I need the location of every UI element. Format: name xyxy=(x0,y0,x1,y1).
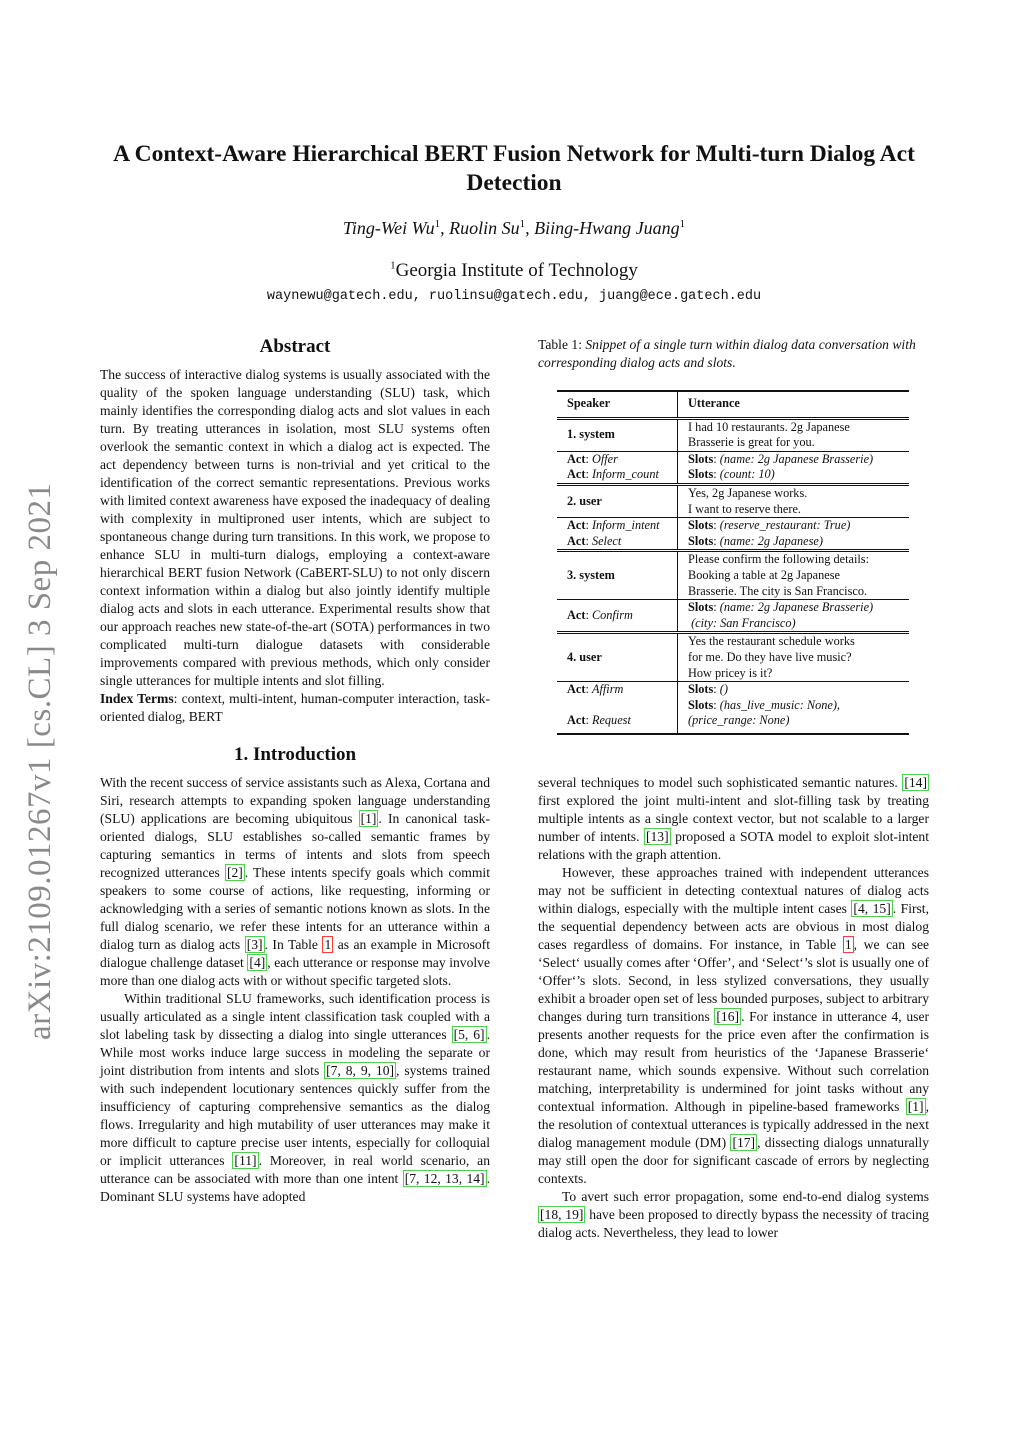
utterance-line: Booking a table at 2g Japanese xyxy=(688,567,840,582)
text-run: . These intents specify goals which commit speakers to some course of actions, like requesting, informing or acknowledging with a series of semantic notions known as slots. In the full dialog scenario, we refer these intents for an utterance within a dialog turn as dialog acts xyxy=(100,865,490,952)
turn-speaker xyxy=(557,418,678,451)
slot-value: (name: 2g Japanese Brasserie) xyxy=(719,600,874,615)
table-ref-link[interactable]: 1 xyxy=(324,937,332,952)
citation-link[interactable]: [7, 8, 9, 10] xyxy=(326,1063,395,1078)
slots-cell: Slots: () Slots: (has_live_music: None), (price_range: None) xyxy=(678,682,910,734)
citation-link[interactable]: [1] xyxy=(907,1099,924,1114)
slot-value: (has_live_music: None), xyxy=(719,697,841,712)
slot-value: (city: San Francisco) xyxy=(691,615,796,630)
turn-row xyxy=(557,484,909,517)
citation-link[interactable]: [3] xyxy=(246,937,263,952)
slot-value: (count: 10) xyxy=(719,467,775,482)
author-name: Ruolin Su xyxy=(449,218,520,238)
affil-mark: 1 xyxy=(390,259,396,272)
text-run: With the recent success of service assistants such as Alexa, Cortana and Siri, research attempts to expanding spoken language understanding (SLU) applications are becoming ubiquitous xyxy=(100,775,490,826)
slots-label: Slots xyxy=(688,451,714,466)
intro-paragraph-4 xyxy=(538,864,929,1188)
slot-value: (reserve_restaurant: True) xyxy=(719,518,851,533)
index-terms xyxy=(100,690,490,726)
author-affil-mark: 1 xyxy=(519,218,526,230)
turn-speaker xyxy=(557,551,678,600)
author-affil-mark: 1 xyxy=(434,218,441,230)
text-run: , each utterance or response may involve more than one dialog acts with or without specific targeted slots. xyxy=(100,955,491,988)
intro-heading: 1. Introduction xyxy=(233,744,357,765)
utterance-line: Brasserie is great for you. xyxy=(688,435,815,450)
utterance-line: Please confirm the following details: xyxy=(688,552,869,567)
slot-value: (price_range: None) xyxy=(688,713,790,728)
author-name: Ting-Wei Wu xyxy=(342,218,435,238)
turn-row xyxy=(557,633,909,682)
text-run: , dissecting dialogs unnaturally may still open the door for significant cascade of errors by neglecting contexts. xyxy=(538,1135,929,1186)
turn-utterance xyxy=(678,418,910,451)
text-run: as an example in Microsoft dialogue challenge dataset xyxy=(100,937,490,970)
citation-link[interactable]: [4, 15] xyxy=(853,901,891,916)
slots-label: Slots xyxy=(688,533,714,548)
author-emails[interactable]: waynewu@gatech.edu, ruolinsu@gatech.edu, juang@ece.gatech.edu xyxy=(266,289,762,304)
turn-utterance xyxy=(678,633,910,682)
slots-label: Slots xyxy=(688,467,714,482)
table-caption-text: Snippet of a single turn within dialog data conversation with corresponding dialog acts and slots. xyxy=(538,337,916,370)
slots-label: Slots xyxy=(688,697,714,712)
paper-title: A Context-Aware Hierarchical BERT Fusion Network for Multi-turn Dialog Act Detection xyxy=(113,141,915,196)
text-run: . While most works induce large success in modeling the separate or joint distribution from intents and slots xyxy=(100,1027,490,1078)
act-name: Confirm xyxy=(591,607,633,622)
arxiv-stamp[interactable]: arXiv:2109.01267v1 [cs.CL] 3 Sep 2021 xyxy=(21,482,58,1040)
citation-link[interactable]: [1] xyxy=(360,811,377,826)
act-name: Select xyxy=(591,533,622,548)
act-cell: Act: Offer Act: Inform_count xyxy=(557,451,678,484)
intro-paragraph-5 xyxy=(538,1188,929,1242)
act-label: Act xyxy=(567,713,586,728)
citation-link[interactable]: [7, 12, 13, 14] xyxy=(404,1171,485,1186)
author-name: Biing-Hwang Juang xyxy=(534,218,680,238)
left-column xyxy=(100,336,490,1206)
act-label: Act xyxy=(567,607,586,622)
text-run: have been proposed to directly bypass the necessity of tracing dialog acts. Nevertheless, they lead to lower xyxy=(538,1207,929,1240)
turn-row xyxy=(557,418,909,451)
text-run: several techniques to model such sophisticated semantic natures. xyxy=(538,775,903,790)
text-run: However, these approaches trained with independent utterances may not be sufficient in detecting contextual natures of dialog acts within dialogs, especially with the multiple intent cases xyxy=(538,865,929,916)
act-label: Act xyxy=(567,682,586,697)
utterance-line: How pricey is it? xyxy=(688,665,773,680)
utterance-line: I want to reserve there. xyxy=(688,501,802,516)
act-row xyxy=(557,518,909,551)
utterance-line: Brasserie. The city is San Francisco. xyxy=(688,583,868,598)
header-speaker: Speaker xyxy=(557,391,678,418)
text-run: To avert such error propagation, some end-to-end dialog systems xyxy=(562,1189,929,1204)
slots-cell: Slots: (name: 2g Japanese Brasserie) (city: San Francisco) xyxy=(678,600,910,633)
text-run: , the resolution of contextual utterances is typically addressed in the next dialog management module (DM) xyxy=(538,1099,929,1150)
citation-link[interactable]: [4] xyxy=(249,955,266,970)
slot-value: () xyxy=(719,682,728,697)
act-name: Offer xyxy=(591,451,618,466)
utterance-line: Yes the restaurant schedule works xyxy=(688,634,855,649)
act-label: Act xyxy=(567,451,586,466)
table-caption-label: Table 1: xyxy=(538,337,586,352)
act-label: Act xyxy=(567,533,586,548)
affil-name: Georgia Institute of Technology xyxy=(395,260,638,281)
text-run: . In Table xyxy=(264,937,323,952)
text-run: first explored the joint multi-intent and slot-filling task by treating multiple intents as a single context vector, but not scalable to a larger number of intents. xyxy=(538,793,929,844)
slots-label: Slots xyxy=(688,600,714,615)
text-run: . Dominant SLU systems have adopted xyxy=(100,1171,490,1204)
act-row xyxy=(557,600,909,633)
citation-link[interactable]: [2] xyxy=(226,865,243,880)
act-name: Affirm xyxy=(591,682,624,697)
abstract-text: The success of interactive dialog systems is usually associated with the quality of the spoken language understanding (SLU) task, which mainly identifies the corresponding dialog acts and slot values in each turn. By treating utterances in isolation, most SLU systems often overlook the semantic context in which a dialog act is expected. The act dependency between turns is non-trivial and yet critical to the identification of the correct semantic representations. Previous works with limited context awareness have exposed the inadequacy of dealing with complexity in multiproned user intents, which are subject to spontaneous change during turn transitions. In this work, we propose to enhance SLU in multi-turn dialogs, employing a context-aware hierarchical BERT fusion Network (CaBERT-SLU) to not only discern context information within a dialog but also jointly identify multiple dialog acts and slots in each utterance. Experimental results show that our approach reaches new state-of-the-art (SOTA) performances in two complicated multi-turn dialogue datasets with considerable improvements compared with previous methods, which only consider single utterances for multiple intents and slot filling. xyxy=(100,367,490,688)
text-run: . Moreover, in real world scenario, an utterance can be associated with more than one intent xyxy=(100,1153,491,1186)
header-utterance: Utterance xyxy=(678,391,910,418)
index-terms-label: Index Terms xyxy=(100,691,174,706)
speaker-label: 2. user xyxy=(567,493,602,508)
turn-speaker xyxy=(557,484,678,517)
table-header-row xyxy=(557,391,909,418)
intro-paragraph-1 xyxy=(100,774,490,990)
right-column-body xyxy=(538,774,929,1242)
turn-utterance xyxy=(678,551,910,600)
slot-value: (name: 2g Japanese) xyxy=(719,533,823,548)
citation-link[interactable]: [11] xyxy=(234,1153,257,1168)
act-name: Request xyxy=(591,713,631,728)
citation-link[interactable]: [5, 6] xyxy=(453,1027,485,1042)
citation-link[interactable]: [16] xyxy=(716,1009,740,1024)
utterance-line: I had 10 restaurants. 2g Japanese xyxy=(688,419,850,434)
turn-row xyxy=(557,551,909,600)
table-caption xyxy=(538,336,929,372)
slots-cell: Slots: (reserve_restaurant: True) Slots: (name: 2g Japanese) xyxy=(678,518,910,551)
turn-utterance xyxy=(678,484,910,517)
speaker-label: 3. system xyxy=(567,567,615,582)
slot-value: (name: 2g Japanese Brasserie) xyxy=(719,451,874,466)
table-ref-link[interactable]: 1 xyxy=(844,937,852,952)
act-cell: Act: Confirm xyxy=(557,600,678,633)
slots-cell: Slots: (name: 2g Japanese Brasserie) Slots: (count: 10) xyxy=(678,451,910,484)
text-run: . For instance in utterance 4, user presents another requests for the price even after the confirmation is done, which may result from heuristics of the ‘Japanese Brasserie‘ restaurant name, which sounds expensive. Without such correlation matching, interpretability is undermined for joint tasks without any contextual information. Although in pipeline-based frameworks xyxy=(538,1009,929,1114)
citation-link[interactable]: [17] xyxy=(732,1135,756,1150)
index-terms-list: : context, multi-intent, human-computer interaction, task-oriented dialog, BERT xyxy=(100,691,490,724)
citation-link[interactable]: [13] xyxy=(645,829,669,844)
act-row xyxy=(557,682,909,734)
text-run: proposed a SOTA model to exploit slot-intent relations with the graph attention. xyxy=(538,829,929,862)
act-row xyxy=(557,451,909,484)
utterance-line: Yes, 2g Japanese works. xyxy=(688,485,808,500)
slots-label: Slots xyxy=(688,518,714,533)
act-label: Act xyxy=(567,518,586,533)
text-run: Within traditional SLU frameworks, such identification process is usually articulated as a single intent classification task coupled with a slot labeling task by dissecting a dialog into single utterances xyxy=(100,991,490,1042)
text-run: . First, the sequential dependency between acts are obvious in most dialog cases regardless of domains. For instance, in Table xyxy=(538,901,929,952)
act-label: Act xyxy=(567,467,586,482)
text-run: , we can see ‘Select‘ usually comes after ‘Offer’, and ‘Select‘’s slot is usually one of ‘Offer‘’s slots. Second, in less stylized conversations, they usually exhibit a broader open set of less bounded purposes, subject to arbitrary changes during turn transitions xyxy=(538,937,930,1024)
citation-link[interactable]: [14] xyxy=(904,775,927,790)
text-run: . In canonical task-oriented dialogs, SLU establishes so-called semantic frames by capturing semantics in terms of intents and slots from speech recognized utterances xyxy=(100,811,490,880)
speaker-label: 4. user xyxy=(567,649,602,664)
citation-link[interactable]: [18, 19] xyxy=(540,1207,584,1222)
author-affil-mark: 1 xyxy=(679,218,686,230)
author-list: Ting-Wei Wu$^1$, Ruolin Su$^1$, Biing-Hwang Juang$^1$ xyxy=(342,218,686,238)
act-name: Inform_intent xyxy=(591,518,660,533)
act-cell: Act: Inform_intent Act: Select xyxy=(557,518,678,551)
text-run: , systems trained with such independent locutionary sentences quickly suffer from the insufficiency of capturing comprehensive semantics as the dialog flows. Irregularity and high mutability of user utterances may make it more difficult to capture precise user intents, especially for colloquial or implicit utterances xyxy=(100,1063,490,1168)
act-name: Inform_count xyxy=(591,467,659,482)
speaker-label: 1. system xyxy=(567,427,615,442)
utterance-line: for me. Do they have live music? xyxy=(688,649,852,664)
intro-paragraph-3 xyxy=(538,774,929,864)
intro-paragraph-2 xyxy=(100,990,490,1206)
dialog-table xyxy=(557,390,909,735)
act-cell: Act: Affirm Act: Request xyxy=(557,682,678,734)
affiliation xyxy=(100,260,928,282)
slots-label: Slots xyxy=(688,682,714,697)
abstract-heading: Abstract xyxy=(259,336,331,357)
turn-speaker xyxy=(557,633,678,682)
